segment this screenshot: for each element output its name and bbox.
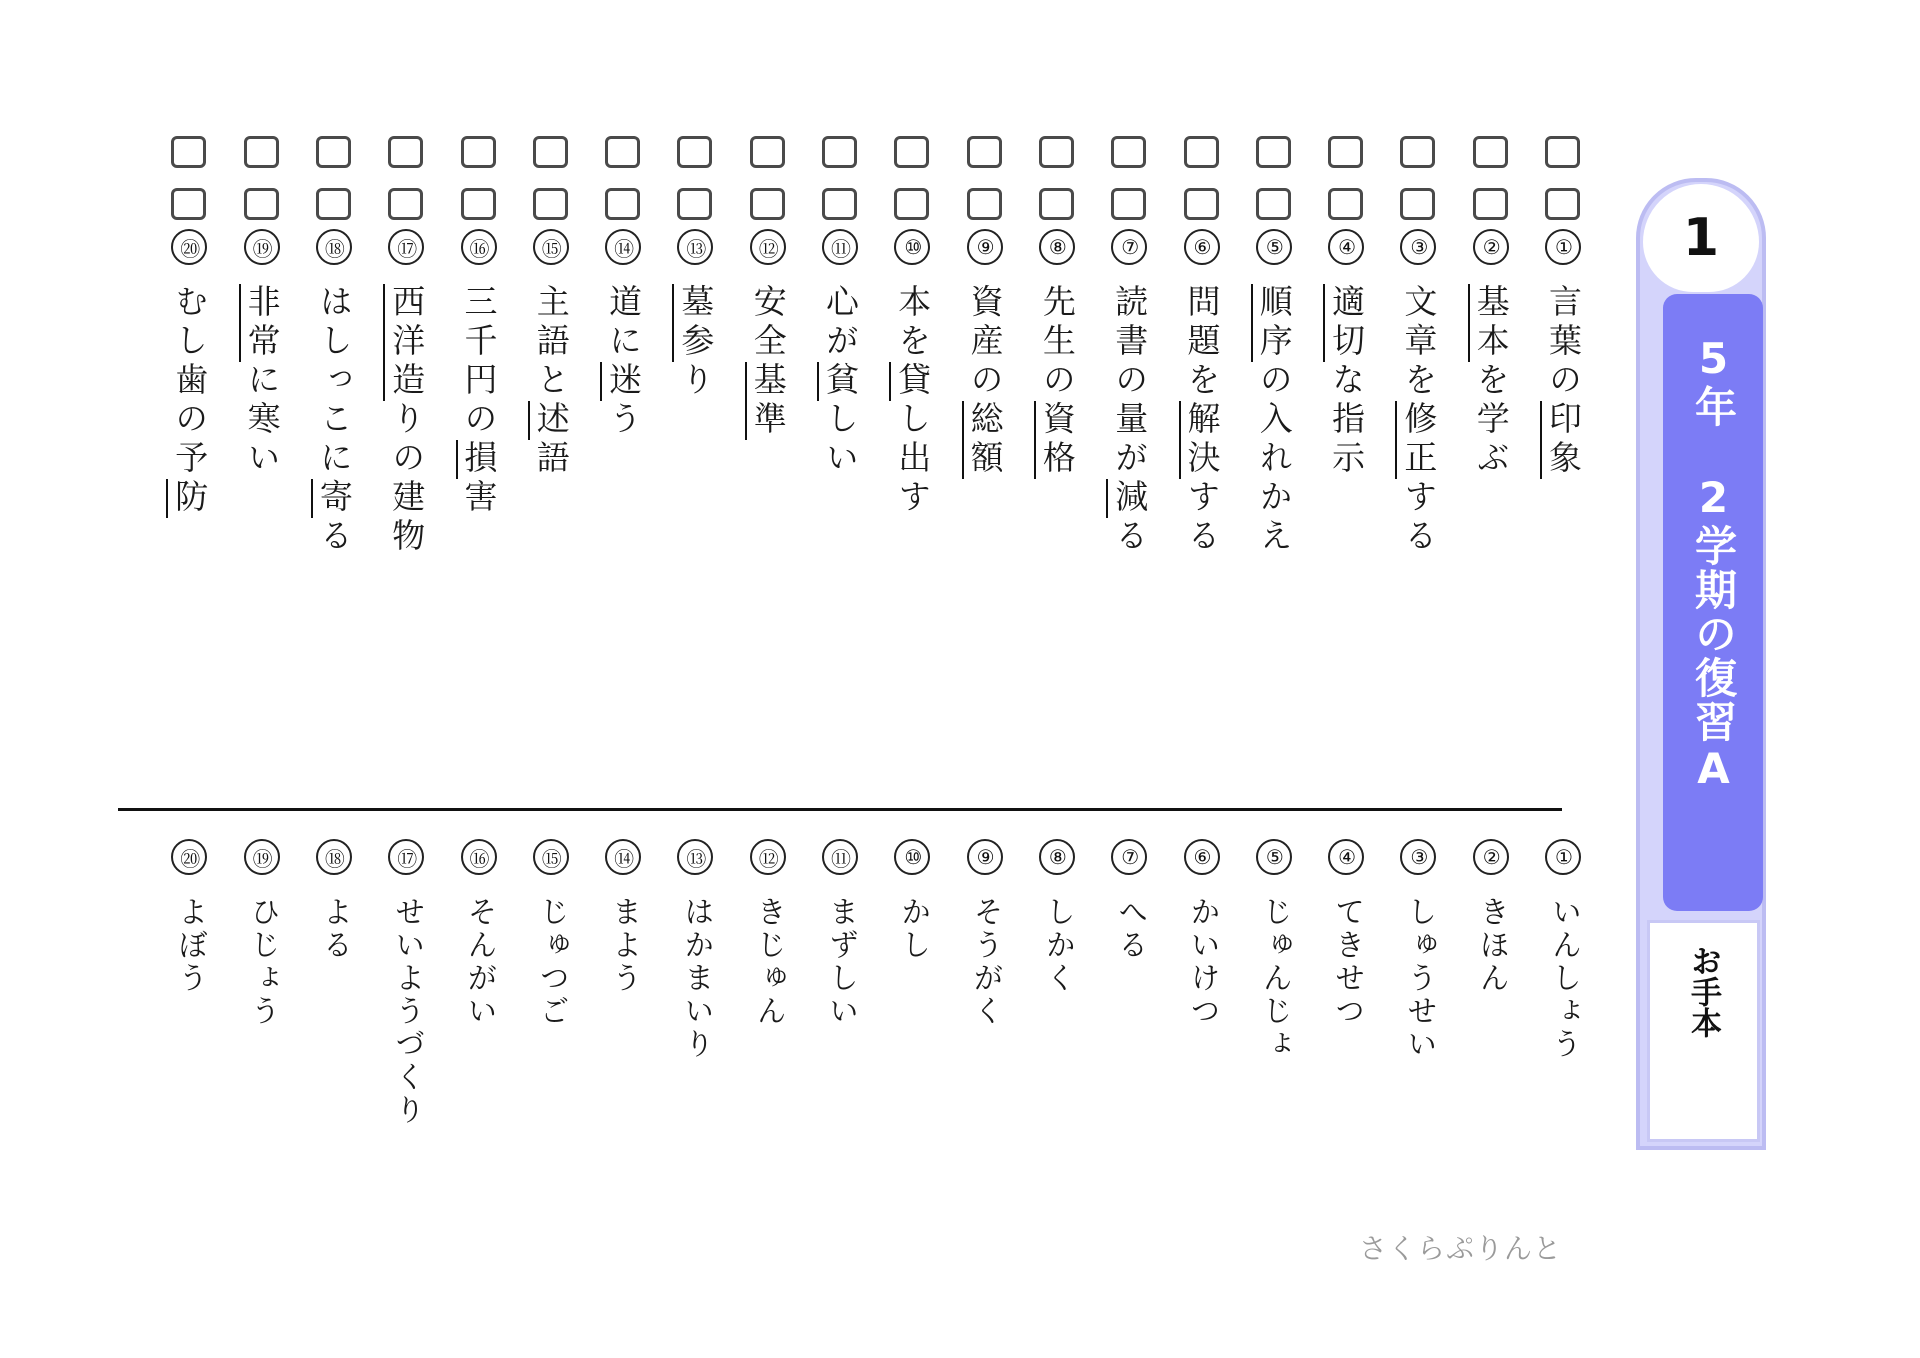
question-text-part: る [1110, 518, 1150, 557]
answer-reading: しかく [1039, 896, 1075, 995]
answer-number: ⑬ [677, 839, 713, 875]
question-number: ⑦ [1111, 229, 1147, 265]
answer-column [1310, 0, 1382, 1200]
answer-number: ⑩ [894, 839, 930, 875]
answer-number: ⑥ [1184, 839, 1220, 875]
question-number: ⑩ [894, 229, 930, 265]
target-kanji: 墓参 [672, 284, 715, 362]
question-text-part: に [242, 362, 282, 401]
target-kanji: 順序 [1251, 284, 1294, 362]
answer-reading: じゅつご [533, 896, 569, 1028]
unit-number-badge [1643, 184, 1759, 292]
question-text-part: の [1544, 362, 1583, 401]
question-text-part: に [314, 440, 354, 479]
question-text-part: し [821, 401, 860, 440]
question-text-part: 出 [893, 440, 933, 479]
question-number: ⑫ [750, 229, 786, 265]
target-kanji: 迷 [600, 362, 643, 401]
question-text-part: れ [1254, 440, 1294, 479]
question-text-part: を [893, 323, 933, 362]
target-kanji: 総額 [962, 401, 1005, 479]
answer-reading: いんしょう [1546, 896, 1581, 1061]
answer-number: ② [1473, 839, 1509, 875]
question-text-part: の [965, 362, 1005, 401]
answer-number: ① [1545, 839, 1581, 875]
question-text-part: る [1399, 518, 1439, 557]
question-text-part: 三 [459, 284, 499, 323]
answer-column [587, 0, 659, 1200]
target-kanji: 解決 [1179, 401, 1222, 479]
question-text-part: い [242, 440, 282, 479]
answer-number: ⑫ [750, 839, 786, 875]
question-text-part: す [1399, 479, 1439, 518]
question-text-part: 書 [1110, 323, 1150, 362]
target-kanji: 資格 [1034, 401, 1077, 479]
answer-reading: じゅんじょ [1256, 896, 1292, 1061]
question-text-part: が [1110, 440, 1150, 479]
target-kanji: 適切 [1323, 284, 1366, 362]
question-text-part: 安 [748, 284, 788, 323]
answer-number: ⑳ [171, 839, 207, 875]
question-text-part: 言 [1544, 284, 1583, 323]
question-text-part: の [387, 440, 427, 479]
answer-column [298, 0, 370, 1200]
answer-reading: かいけつ [1184, 896, 1220, 1028]
question-text-part: 円 [459, 362, 499, 401]
question-number: ① [1545, 229, 1581, 265]
answer-column [515, 0, 587, 1200]
answer-reading: てきせつ [1329, 896, 1365, 1028]
target-kanji: 基準 [745, 362, 788, 440]
question-text-part: は [314, 284, 354, 323]
answer-reading: へる [1112, 896, 1148, 962]
answer-reading: よぼう [172, 896, 208, 995]
target-kanji: 貸 [889, 362, 932, 401]
answer-number: ⑯ [461, 839, 497, 875]
answer-column [949, 0, 1021, 1200]
question-text-part: 主 [531, 284, 571, 323]
unit-number: 1 [1682, 208, 1720, 268]
question-number: ⑰ [388, 229, 424, 265]
answer-reading: はかまいり [678, 896, 714, 1061]
question-text-part: 章 [1399, 323, 1439, 362]
question-text-part: 題 [1182, 323, 1222, 362]
question-number: ⑤ [1256, 229, 1292, 265]
brand-footer: さくらぷりんと [1358, 1232, 1562, 1265]
question-text-part: っ [314, 362, 354, 401]
answer-number: ⑤ [1256, 839, 1292, 875]
question-number: ⑬ [677, 229, 713, 265]
target-kanji: 非常 [239, 284, 282, 362]
answer-reading: せいようづくり [389, 896, 425, 1127]
answer-column [1166, 0, 1238, 1200]
question-number: ③ [1400, 229, 1436, 265]
question-text-part: の [170, 401, 210, 440]
question-text-part: の [1037, 362, 1077, 401]
answer-column [1455, 0, 1527, 1200]
question-text-part: 語 [531, 323, 571, 362]
answer-number: ⑱ [316, 839, 352, 875]
question-text-part: 語 [531, 440, 571, 479]
question-text-part: を [1399, 362, 1439, 401]
question-text-part: 葉 [1544, 323, 1583, 362]
question-text-part: る [1182, 518, 1222, 557]
answer-column [153, 0, 225, 1200]
answer-number: ③ [1400, 839, 1436, 875]
question-text-part: い [821, 440, 860, 479]
question-text-part: 物 [387, 518, 427, 557]
question-text-part: が [821, 323, 860, 362]
question-text-part: 予 [170, 440, 210, 479]
question-text-part: す [893, 479, 933, 518]
question-text-part: す [1182, 479, 1222, 518]
question-text-part: 資 [965, 284, 1005, 323]
answer-number: ⑮ [533, 839, 569, 875]
question-text-part: 入 [1254, 401, 1294, 440]
question-text-part: こ [314, 401, 354, 440]
question-text-part: を [1182, 362, 1222, 401]
answer-number: ⑰ [388, 839, 424, 875]
question-text-part: む [170, 284, 210, 323]
answer-column [876, 0, 948, 1200]
answer-column [1021, 0, 1093, 1200]
question-text-part: 指 [1327, 401, 1367, 440]
answer-reading: かし [895, 896, 931, 962]
question-text-part: な [1327, 362, 1367, 401]
question-text-part: 産 [965, 323, 1005, 362]
model-label: お手本 [1685, 945, 1721, 1038]
target-kanji: 修正 [1395, 401, 1438, 479]
question-text-part: 本 [893, 284, 933, 323]
answer-column [226, 0, 298, 1200]
question-text-part: 建 [387, 479, 427, 518]
answer-column [1238, 0, 1310, 1200]
question-text-part: 文 [1399, 284, 1439, 323]
question-text-part: に [604, 323, 644, 362]
model-label-box [1647, 920, 1760, 1142]
question-text-part: え [1254, 518, 1294, 557]
target-kanji: 述 [528, 401, 571, 440]
target-kanji: 造 [383, 362, 426, 401]
question-text-part: り [676, 362, 716, 401]
answer-number: ⑭ [605, 839, 641, 875]
target-kanji: 基本 [1468, 284, 1511, 362]
question-text-part: 心 [821, 284, 860, 323]
target-kanji: 西洋 [383, 284, 426, 362]
question-text-part: 示 [1327, 440, 1367, 479]
target-kanji: 損 [456, 440, 499, 479]
question-text-part: 問 [1182, 284, 1222, 323]
question-text-part: と [531, 362, 571, 401]
title-band [1663, 294, 1763, 911]
question-text-part: 全 [748, 323, 788, 362]
question-text-part: 学 [1471, 401, 1511, 440]
answer-column [1382, 0, 1454, 1200]
question-number: ⑥ [1184, 229, 1220, 265]
question-text-part: 害 [459, 479, 499, 518]
answer-column [804, 0, 876, 1200]
answer-number: ⑨ [967, 839, 1003, 875]
worksheet-title: 5年 2学期の復習A [1689, 334, 1738, 795]
answer-reading: そうがく [967, 896, 1003, 1028]
question-text-part: の [1254, 362, 1294, 401]
answer-column [1093, 0, 1165, 1200]
answer-reading: きほん [1473, 896, 1509, 995]
question-number: ⑨ [967, 229, 1003, 265]
target-kanji: 貧 [817, 362, 860, 401]
question-number: ⑪ [822, 229, 858, 265]
question-number: ⑧ [1039, 229, 1075, 265]
question-text-part: う [604, 401, 644, 440]
question-text-part: を [1471, 362, 1511, 401]
question-text-part: の [1110, 362, 1150, 401]
answer-reading: ひじょう [244, 896, 280, 1028]
question-text-part: る [314, 518, 354, 557]
answer-number: ⑧ [1039, 839, 1075, 875]
answer-reading: しゅうせい [1401, 896, 1437, 1061]
question-number: ② [1473, 229, 1509, 265]
answer-number: ⑪ [822, 839, 858, 875]
target-kanji: 印象 [1540, 401, 1583, 479]
question-text-part: か [1254, 479, 1294, 518]
answer-column [659, 0, 731, 1200]
answer-reading: まよう [606, 896, 642, 995]
answer-column [1527, 0, 1599, 1200]
answer-reading: まずしい [823, 896, 858, 1028]
question-text-part: 歯 [170, 362, 210, 401]
question-text-part: の [459, 401, 499, 440]
answer-reading: きじゅん [750, 896, 786, 1028]
question-text-part: り [387, 401, 427, 440]
target-kanji: 防 [166, 479, 209, 518]
question-text-part: 量 [1110, 401, 1150, 440]
question-number: ⑮ [533, 229, 569, 265]
question-text-part: 寒 [242, 401, 282, 440]
answer-column [732, 0, 804, 1200]
question-number: ⑱ [316, 229, 352, 265]
question-text-part: 先 [1037, 284, 1077, 323]
question-text-part: し [314, 323, 354, 362]
answer-reading: よる [316, 896, 352, 962]
answer-reading: そんがい [461, 896, 497, 1028]
target-kanji: 寄 [311, 479, 354, 518]
question-text-part: 道 [604, 284, 644, 323]
answer-number: ⑲ [244, 839, 280, 875]
question-number: ⑳ [171, 229, 207, 265]
question-text-part: 生 [1037, 323, 1077, 362]
question-text-part: 読 [1110, 284, 1150, 323]
question-text-part: し [893, 401, 933, 440]
question-text-part: ぶ [1471, 440, 1511, 479]
answer-column [370, 0, 442, 1200]
target-kanji: 減 [1106, 479, 1149, 518]
question-number: ⑯ [461, 229, 497, 265]
question-number: ⑭ [605, 229, 641, 265]
question-text-part: 千 [459, 323, 499, 362]
answer-number: ⑦ [1111, 839, 1147, 875]
question-text-part: し [170, 323, 210, 362]
answer-column [443, 0, 515, 1200]
question-number: ④ [1328, 229, 1364, 265]
answer-number: ④ [1328, 839, 1364, 875]
question-number: ⑲ [244, 229, 280, 265]
